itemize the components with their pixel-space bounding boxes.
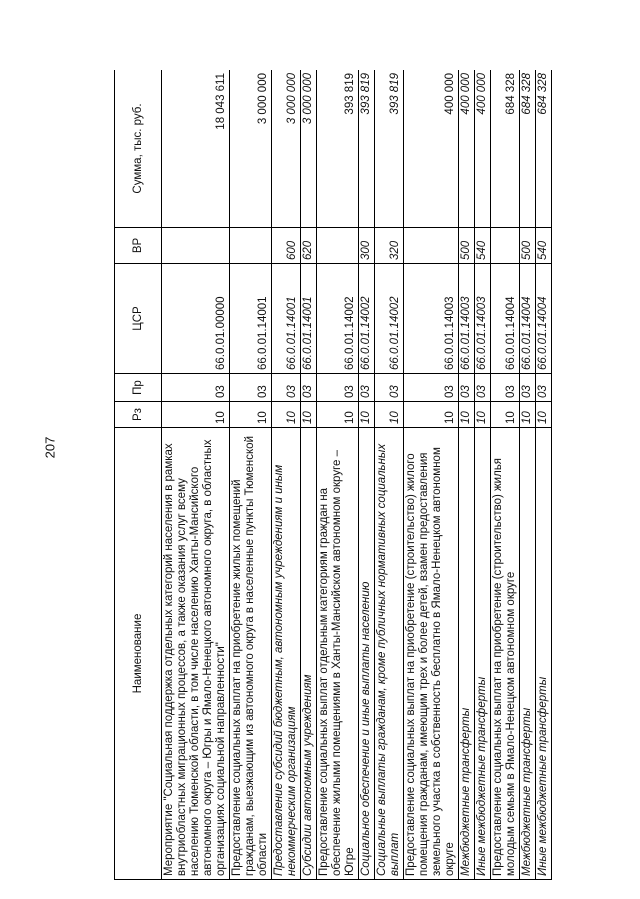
table-row	[375, 70, 404, 880]
cell-sum: 3 000 000	[272, 70, 301, 228]
cell-pr: 03	[536, 374, 552, 402]
header-csr: ЦСР	[115, 264, 162, 374]
header-vr: ВР	[115, 228, 162, 264]
table-row	[162, 70, 230, 880]
cell-pr: 03	[162, 374, 230, 402]
cell-vr: 300	[359, 228, 375, 264]
cell-name: Социальное обеспечение и иные выплаты населению	[359, 428, 375, 880]
cell-name: Социальные выплаты гражданам, кроме публичных нормативных социальных выплат	[375, 428, 404, 880]
table-row	[272, 70, 301, 880]
cell-sum: 393 819	[359, 70, 375, 228]
cell-rz: 10	[272, 402, 301, 428]
table-row	[475, 70, 491, 880]
cell-sum: 684 328	[536, 70, 552, 228]
cell-pr: 03	[459, 374, 475, 402]
cell-rz: 10	[375, 402, 404, 428]
cell-csr: 66.0.01.14004	[520, 264, 536, 374]
cell-csr: 66.0.01.14003	[404, 264, 459, 374]
cell-csr: 66.0.01.14002	[375, 264, 404, 374]
cell-rz: 10	[536, 402, 552, 428]
cell-csr: 66.0.01.14001	[230, 264, 272, 374]
document-table-region	[114, 70, 572, 880]
cell-vr	[491, 228, 520, 264]
header-rz: Рз	[115, 402, 162, 428]
cell-vr: 500	[520, 228, 536, 264]
cell-rz: 10	[359, 402, 375, 428]
cell-csr: 66.0.01.14001	[272, 264, 301, 374]
cell-name: Иные межбюджетные трансферты	[475, 428, 491, 880]
cell-pr: 03	[301, 374, 317, 402]
cell-name: Предоставление субсидий бюджетным, автономным учреждениям и иным некоммерческим организациям	[272, 428, 301, 880]
cell-sum: 393 819	[317, 70, 359, 228]
cell-vr: 500	[459, 228, 475, 264]
cell-csr: 66.0.01.14003	[475, 264, 491, 374]
cell-name: Межбюджетные трансферты	[459, 428, 475, 880]
cell-pr: 03	[520, 374, 536, 402]
page-number: 207	[42, 436, 58, 459]
cell-name: Предоставление социальных выплат на приобретение (строительство) жилья молодым семьям в Ямало-Ненецком автономном округе	[491, 428, 520, 880]
cell-vr: 320	[375, 228, 404, 264]
table-row	[230, 70, 272, 880]
table-row	[536, 70, 552, 880]
cell-name: Мероприятие "Социальная поддержка отдельных категорий населения в рамках внутриобластных миграционных процессов, а также оказания услуг всему населению Тюменской области, в том числе населению Ханты-Мансийского автономного округа – Югры и Ямало-Ненецкого автономного округа, в областных организациях социальной направленности"	[162, 428, 230, 880]
cell-sum: 684 328	[491, 70, 520, 228]
cell-pr: 03	[375, 374, 404, 402]
cell-rz: 10	[230, 402, 272, 428]
cell-vr: 540	[475, 228, 491, 264]
cell-sum: 400 000	[459, 70, 475, 228]
table-row	[404, 70, 459, 880]
cell-sum: 400 000	[404, 70, 459, 228]
cell-vr: 600	[272, 228, 301, 264]
table-row	[520, 70, 536, 880]
cell-sum: 3 000 000	[230, 70, 272, 228]
cell-name: Межбюджетные трансферты	[520, 428, 536, 880]
cell-vr	[317, 228, 359, 264]
table-row	[491, 70, 520, 880]
cell-vr	[404, 228, 459, 264]
cell-rz: 10	[162, 402, 230, 428]
cell-name: Предоставление социальных выплат на приобретение (строительство) жилого помещения гражданам, имеющим трех и более детей, взамен предоставления земельного участка в собственность бесплатно в Ямало-Ненецком автономном округе	[404, 428, 459, 880]
cell-pr: 03	[230, 374, 272, 402]
cell-vr: 540	[536, 228, 552, 264]
cell-vr: 620	[301, 228, 317, 264]
cell-rz: 10	[459, 402, 475, 428]
cell-vr	[230, 228, 272, 264]
cell-rz: 10	[404, 402, 459, 428]
cell-sum: 400 000	[475, 70, 491, 228]
cell-name: Субсидии автономным учреждениям	[301, 428, 317, 880]
cell-pr: 03	[317, 374, 359, 402]
header-pr: Пр	[115, 374, 162, 402]
table-row	[459, 70, 475, 880]
cell-rz: 10	[475, 402, 491, 428]
cell-csr: 66.0.01.14004	[491, 264, 520, 374]
cell-csr: 66.0.01.14004	[536, 264, 552, 374]
cell-csr: 66.0.01.00000	[162, 264, 230, 374]
cell-pr: 03	[272, 374, 301, 402]
cell-name: Предоставление социальных выплат на приобретение жилых помещений гражданам, выезжающим из автономного округа в населенные пункты Тюменской области	[230, 428, 272, 880]
cell-sum: 3 000 000	[301, 70, 317, 228]
cell-csr: 66.0.01.14003	[459, 264, 475, 374]
cell-rz: 10	[520, 402, 536, 428]
cell-pr: 03	[359, 374, 375, 402]
cell-rz: 10	[317, 402, 359, 428]
cell-pr: 03	[491, 374, 520, 402]
header-name: Наименование	[115, 428, 162, 880]
cell-vr	[162, 228, 230, 264]
table-row	[317, 70, 359, 880]
cell-name: Предоставление социальных выплат отдельным категориям граждан на обеспечение жилыми помещениями в Ханты-Мансийском автономном округе – Югре	[317, 428, 359, 880]
budget-table	[114, 70, 552, 880]
header-sum: Сумма, тыс. руб.	[115, 70, 162, 228]
cell-pr: 03	[475, 374, 491, 402]
cell-sum: 393 819	[375, 70, 404, 228]
table-body	[162, 70, 552, 880]
table-row	[301, 70, 317, 880]
cell-sum: 684 328	[520, 70, 536, 228]
cell-name: Иные межбюджетные трансферты	[536, 428, 552, 880]
cell-csr: 66.0.01.14002	[317, 264, 359, 374]
cell-csr: 66.0.01.14002	[359, 264, 375, 374]
cell-csr: 66.0.01.14001	[301, 264, 317, 374]
cell-pr: 03	[404, 374, 459, 402]
cell-rz: 10	[301, 402, 317, 428]
cell-rz: 10	[491, 402, 520, 428]
table-row	[359, 70, 375, 880]
cell-sum: 18 043 611	[162, 70, 230, 228]
table-header-row	[115, 70, 162, 880]
